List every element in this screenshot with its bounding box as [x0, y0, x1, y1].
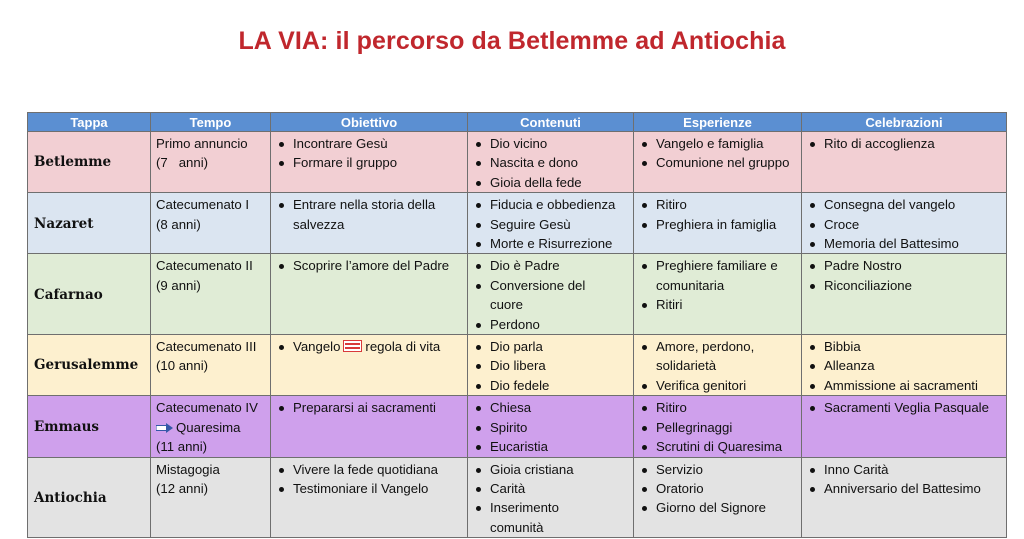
esperienze-cell	[634, 335, 802, 396]
tappa-cell: Cafarnao	[28, 254, 151, 335]
arrow-right-icon	[156, 423, 173, 433]
list-item: Dio libera	[473, 356, 629, 375]
list-item: Chiesa	[473, 398, 629, 417]
header-tappa: Tappa	[28, 113, 151, 132]
list-item: Comunione nel gruppo	[639, 153, 797, 172]
tempo-line: Catecumenato III	[156, 339, 257, 355]
page-title: LA VIA: il percorso da Betlemme ad Antiochia	[238, 27, 786, 55]
list-item: Conversione del cuore	[473, 276, 612, 315]
list-item: Croce	[807, 215, 1002, 234]
list-item: Amore, perdono, solidarietà	[639, 337, 797, 376]
tempo-cell	[151, 396, 271, 457]
list-item: Padre Nostro	[807, 256, 1002, 275]
list-item: Ritiro	[639, 398, 797, 417]
list-item: Memoria del Battesimo	[807, 234, 1002, 253]
tappa-cell: Emmaus	[28, 396, 151, 457]
list-item: Dio parla	[473, 337, 629, 356]
tempo-line: (7 anni)	[156, 155, 209, 171]
tempo-line: (11 anni)	[156, 439, 208, 455]
tempo-line	[156, 418, 266, 437]
celebrazioni-cell	[802, 335, 1007, 396]
contenuti-cell	[468, 396, 634, 457]
tempo-line: Catecumenato I	[156, 197, 250, 213]
tempo-line: Primo annuncio	[156, 136, 248, 151]
list-item: Verifica genitori	[639, 376, 797, 395]
header-obiettivo: Obiettivo	[271, 113, 468, 132]
list-item: Ritiri	[639, 295, 797, 314]
header-row	[28, 113, 1007, 132]
esperienze-cell	[634, 457, 802, 538]
table-row	[28, 132, 1007, 193]
tempo-text: Quaresima	[176, 419, 241, 435]
list-item: Ammissione ai sacramenti	[807, 376, 1002, 395]
tempo-line: (9 anni)	[156, 277, 201, 293]
tempo-line: Catecumenato II	[156, 258, 253, 274]
list-item: Carità	[473, 479, 629, 498]
list-item: Morte e Risurrezione	[473, 234, 629, 253]
list-item: Bibbia	[807, 337, 1002, 356]
list-item: Ritiro	[639, 195, 797, 214]
tempo-line: (8 anni)	[156, 216, 201, 232]
celebrazioni-cell	[802, 457, 1007, 538]
header-esperienze: Esperienze	[634, 113, 802, 132]
tempo-line: (12 anni)	[156, 480, 209, 496]
celebrazioni-cell	[802, 193, 1007, 254]
list-item: Riconciliazione	[807, 276, 1002, 295]
tappa-cell: Gerusalemme	[28, 335, 151, 396]
list-item: Servizio	[639, 460, 797, 479]
list-item: Consegna del vangelo	[807, 195, 1002, 214]
list-item: Vivere la fede quotidiana	[276, 460, 463, 479]
obiettivo-cell	[271, 396, 468, 457]
obiettivo-cell	[271, 457, 468, 538]
table-row	[28, 335, 1007, 396]
list-item: Alleanza	[807, 356, 1002, 375]
list-item	[276, 337, 463, 356]
list-item: Entrare nella storia della salvezza	[276, 195, 463, 234]
list-item: Giorno del Signore	[639, 498, 797, 517]
list-item: Seguire Gesù	[473, 215, 629, 234]
list-item: Inserimento comunità	[473, 498, 590, 537]
obiettivo-text: Vangelo	[293, 339, 341, 355]
tappa-cell: Nazaret	[28, 193, 151, 254]
header-contenuti: Contenuti	[468, 113, 634, 132]
list-item: Preghiera in famiglia	[639, 215, 797, 234]
list-item: Sacramenti Veglia Pasquale	[807, 398, 1002, 417]
tempo-cell	[151, 254, 271, 335]
esperienze-cell	[634, 254, 802, 335]
tempo-line: (10 anni)	[156, 358, 209, 374]
contenuti-cell	[468, 193, 634, 254]
list-item: Vangelo e famiglia	[639, 134, 797, 153]
list-item: Testimoniare il Vangelo	[276, 479, 463, 498]
contenuti-cell	[468, 254, 634, 335]
list-item: Gioia cristiana	[473, 460, 629, 479]
obiettivo-cell	[271, 193, 468, 254]
esperienze-cell	[634, 132, 802, 193]
list-item: Scrutini di Quaresima	[639, 437, 797, 456]
obiettivo-cell	[271, 335, 468, 396]
contenuti-cell	[468, 132, 634, 193]
tempo-cell	[151, 335, 271, 396]
celebrazioni-cell	[802, 254, 1007, 335]
header-celebrazioni: Celebrazioni	[802, 113, 1007, 132]
list-item: Eucaristia	[473, 437, 629, 456]
table-row	[28, 457, 1007, 538]
list-item: Fiducia e obbedienza	[473, 195, 629, 214]
esperienze-cell	[634, 396, 802, 457]
tempo-line: Mistagogia	[156, 461, 220, 477]
table-row	[28, 193, 1007, 254]
list-item: Formare il gruppo	[276, 153, 463, 172]
tempo-cell	[151, 193, 271, 254]
tappa-cell: Betlemme	[28, 132, 151, 193]
tempo-cell	[151, 132, 271, 193]
percorso-table	[27, 112, 1007, 538]
table-row	[28, 254, 1007, 335]
list-item: Anniversario del Battesimo	[807, 479, 1002, 498]
list-item: Oratorio	[639, 479, 797, 498]
tempo-cell	[151, 457, 271, 538]
list-item: Prepararsi ai sacramenti	[276, 398, 463, 417]
list-item: Perdono	[473, 315, 629, 334]
contenuti-cell	[468, 335, 634, 396]
equals-icon	[343, 340, 362, 352]
list-item: Dio è Padre	[473, 256, 629, 275]
obiettivo-cell	[271, 254, 468, 335]
tappa-cell: Antiochia	[28, 457, 151, 538]
list-item: Gioia della fede	[473, 173, 629, 192]
table-row	[28, 396, 1007, 457]
contenuti-cell	[468, 457, 634, 538]
obiettivo-text: regola di vita	[365, 339, 441, 355]
list-item: Incontrare Gesù	[276, 134, 463, 153]
list-item: Scoprire l’amore del Padre	[276, 256, 463, 275]
list-item: Inno Carità	[807, 460, 1002, 479]
list-item: Preghiere familiare e comunitaria	[639, 256, 797, 295]
celebrazioni-cell	[802, 396, 1007, 457]
list-item: Spirito	[473, 418, 629, 437]
list-item: Dio vicino	[473, 134, 629, 153]
tempo-line: Catecumenato IV	[156, 400, 258, 416]
header-tempo: Tempo	[151, 113, 271, 132]
celebrazioni-cell	[802, 132, 1007, 193]
list-item: Nascita e dono	[473, 153, 629, 172]
list-item: Dio fedele	[473, 376, 629, 395]
list-item: Pellegrinaggi	[639, 418, 797, 437]
esperienze-cell	[634, 193, 802, 254]
obiettivo-cell	[271, 132, 468, 193]
list-item: Rito di accoglienza	[807, 134, 1002, 153]
